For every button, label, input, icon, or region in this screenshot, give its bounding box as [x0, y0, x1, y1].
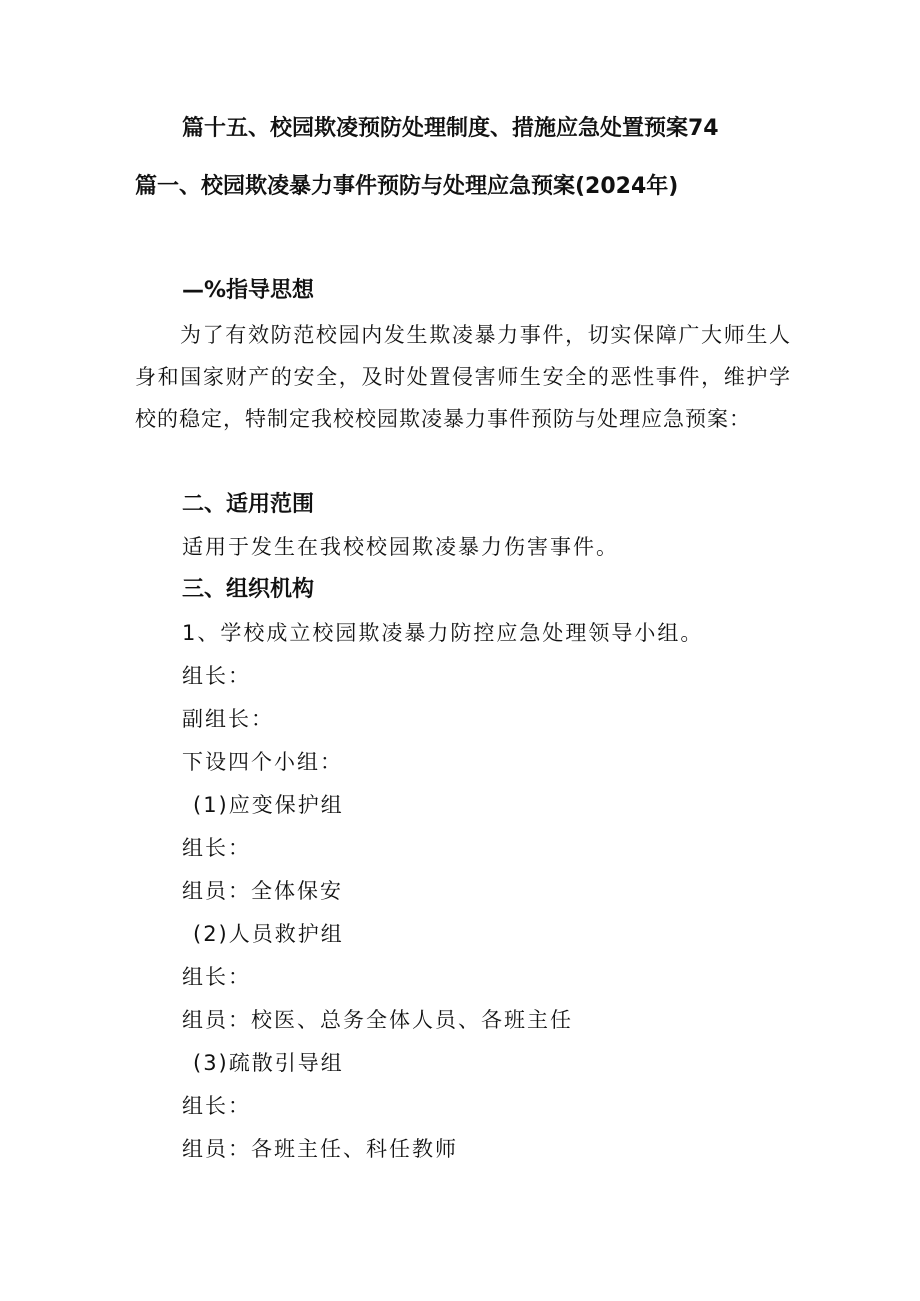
- group-2-leader: 组长：: [182, 965, 251, 989]
- toc-line: 篇十五、校园欺凌预防处理制度、措施应急处置预案74: [182, 116, 719, 141]
- group-1-members: 组员：全体保安: [182, 879, 343, 903]
- group-3-members: 组员：各班主任、科任教师: [182, 1137, 458, 1161]
- section-heading-organization: 三、组织机构: [182, 577, 315, 602]
- group-1-leader: 组长：: [182, 836, 251, 860]
- organization-item-1: 1、学校成立校园欺凌暴力防控应急处理领导小组。: [182, 621, 704, 645]
- document-title: 篇一、校园欺凌暴力事件预防与处理应急预案(2024年): [135, 174, 679, 199]
- section-heading-scope: 二、适用范围: [182, 492, 315, 517]
- subgroups-intro: 下设四个小组：: [182, 750, 343, 774]
- group-2-members: 组员：校医、总务全体人员、各班主任: [182, 1008, 573, 1032]
- group-2-title: (2)人员救护组: [193, 922, 344, 946]
- deputy-leader-line: 副组长：: [182, 707, 274, 731]
- guiding-ideology-paragraph: 为了有效防范校园内发生欺凌暴力事件，切实保障广大师生人身和国家财产的安全，及时处置侵害师生安全的恶性事件，维护学校的稳定，特制定我校校园欺凌暴力事件预防与处理应急预案：: [135, 323, 791, 431]
- group-1-title: (1)应变保护组: [193, 793, 344, 817]
- leader-line: 组长：: [182, 664, 251, 688]
- group-3-title: (3)疏散引导组: [193, 1051, 344, 1075]
- group-3-leader: 组长：: [182, 1094, 251, 1118]
- scope-text: 适用于发生在我校校园欺凌暴力伤害事件。: [182, 535, 619, 559]
- section-heading-guiding-ideology: —%指导思想: [182, 278, 315, 303]
